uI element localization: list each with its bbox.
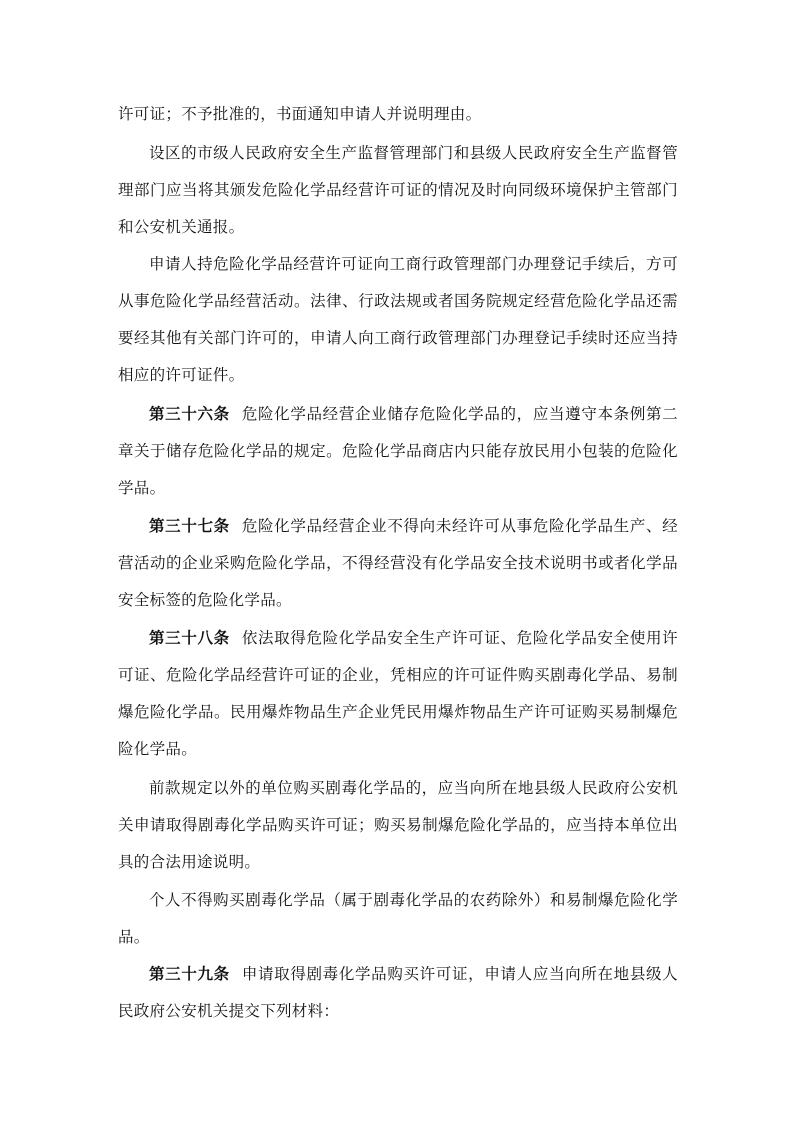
paragraph-2 xyxy=(118,135,678,246)
article-number: 第三十七条 xyxy=(149,517,230,535)
article-number: 第三十九条 xyxy=(149,965,230,983)
paragraph-8 xyxy=(118,882,678,956)
paragraph-text: 危险化学品经营企业不得向未经许可从事危险化学品生产、经营活动的企业采购危险化学品，不得经营没有化学品安全技术说明书或者化学品安全标签的危险化学品。 xyxy=(118,517,678,609)
paragraph-text: 危险化学品经营企业储存危险化学品的，应当遵守本条例第二章关于储存危险化学品的规定。危险化学品商店内只能存放民用小包装的危险化学品。 xyxy=(118,405,678,497)
paragraph-text: 设区的市级人民政府安全生产监督管理部门和县级人民政府安全生产监督管理部门应当将其颁发危险化学品经营许可证的情况及时向同级环境保护主管部门和公安机关通报。 xyxy=(118,144,678,236)
paragraph-text: 申请取得剧毒化学品购买许可证，申请人应当向所在地县级人民政府公安机关提交下列材料： xyxy=(118,965,678,1020)
paragraph-text: 许可证；不予批准的，书面通知申请人并说明理由。 xyxy=(118,105,482,123)
paragraph-text: 前款规定以外的单位购买剧毒化学品的，应当向所在地县级人民政府公安机关申请取得剧毒化学品购买许可证；购买易制爆危险化学品的，应当持本单位出具的合法用途说明。 xyxy=(118,779,678,871)
paragraph-7 xyxy=(118,770,678,881)
article-36 xyxy=(118,396,678,507)
paragraph-text: 个人不得购买剧毒化学品（属于剧毒化学品的农药除外）和易制爆危险化学品。 xyxy=(118,891,678,946)
article-39 xyxy=(118,956,678,1030)
paragraph-3 xyxy=(118,246,678,394)
paragraph-1 xyxy=(118,96,678,133)
article-38 xyxy=(118,620,678,768)
article-37 xyxy=(118,508,678,619)
paragraph-text: 申请人持危险化学品经营许可证向工商行政管理部门办理登记手续后，方可从事危险化学品经营活动。法律、行政法规或者国务院规定经营危险化学品还需要经其他有关部门许可的，申请人向工商行政管理部门办理登记手续时还应当持相应的许可证件。 xyxy=(118,255,678,384)
paragraph-text: 依法取得危险化学品安全生产许可证、危险化学品安全使用许可证、危险化学品经营许可证的企业，凭相应的许可证件购买剧毒化学品、易制爆危险化学品。民用爆炸物品生产企业凭民用爆炸物品生产许可证购买易制爆危险化学品。 xyxy=(118,629,678,758)
article-number: 第三十六条 xyxy=(149,405,230,423)
article-number: 第三十八条 xyxy=(149,629,230,647)
